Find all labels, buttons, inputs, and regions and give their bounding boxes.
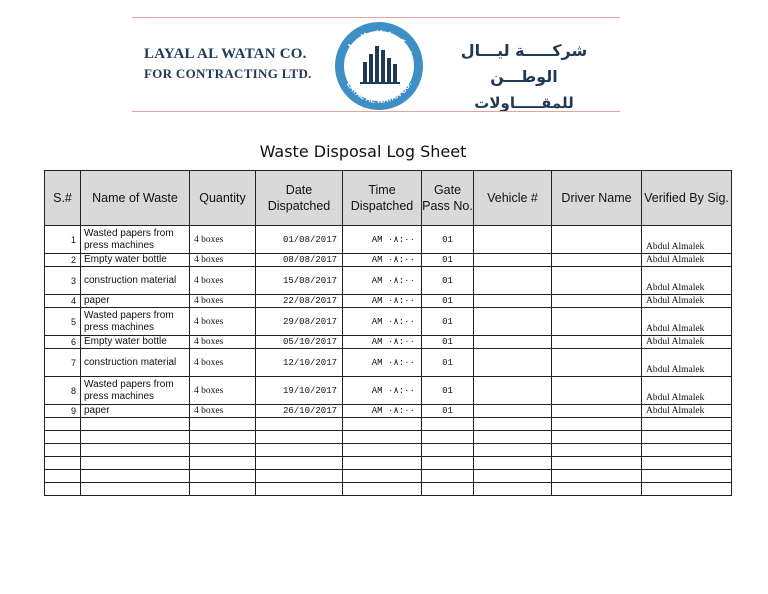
cell-name: Empty water bottle [81, 254, 190, 267]
table-row [45, 226, 732, 254]
cell-gate-pass: 01 [422, 336, 474, 349]
cell-date: 26/10/2017 [256, 405, 343, 418]
cell-name [81, 470, 190, 483]
company-name-en [144, 44, 312, 84]
cell-time [343, 444, 422, 457]
cell-time: AM ٠٨:٠٠ [343, 308, 422, 336]
cell-sn: 3 [45, 267, 81, 295]
cell-date: 29/08/2017 [256, 308, 343, 336]
cell-date [256, 483, 343, 496]
cell-verified-by [642, 431, 732, 444]
table-row-empty [45, 483, 732, 496]
cell-name [81, 431, 190, 444]
cell-time: AM ٠٨:٠٠ [343, 254, 422, 267]
cell-time [343, 483, 422, 496]
cell-vehicle [474, 483, 552, 496]
cell-time [343, 418, 422, 431]
cell-verified-by [642, 457, 732, 470]
cell-driver [552, 267, 642, 295]
company-name-en-line1: LAYAL AL WATAN CO. [144, 46, 307, 62]
cell-date [256, 418, 343, 431]
table-row [45, 308, 732, 336]
cell-date [256, 470, 343, 483]
cell-quantity [190, 470, 256, 483]
cell-quantity: 4 boxes [190, 349, 256, 377]
cell-vehicle [474, 336, 552, 349]
cell-name: construction material [81, 349, 190, 377]
cell-driver [552, 470, 642, 483]
cell-time [343, 470, 422, 483]
cell-name: paper [81, 405, 190, 418]
cell-date: 19/10/2017 [256, 377, 343, 405]
cell-verified-by [642, 418, 732, 431]
table-row-empty [45, 431, 732, 444]
cell-driver [552, 308, 642, 336]
header-name-of-waste: Name of Waste [81, 171, 190, 226]
cell-sn: 8 [45, 377, 81, 405]
cell-date [256, 457, 343, 470]
cell-verified-by: Abdul Almalek [642, 405, 732, 418]
cell-time [343, 457, 422, 470]
header-driver-name: Driver Name [552, 171, 642, 226]
cell-sn [45, 418, 81, 431]
company-name-ar-line2: للمقـــــاولات [474, 94, 574, 112]
cell-name: Empty water bottle [81, 336, 190, 349]
waste-log-table [44, 170, 732, 496]
cell-name: Wasted papers from press machines [81, 308, 190, 336]
cell-quantity: 4 boxes [190, 254, 256, 267]
cell-quantity: 4 boxes [190, 295, 256, 308]
cell-sn: 9 [45, 405, 81, 418]
cell-name [81, 483, 190, 496]
cell-time [343, 431, 422, 444]
cell-quantity: 4 boxes [190, 267, 256, 295]
cell-gate-pass: 01 [422, 295, 474, 308]
cell-gate-pass [422, 418, 474, 431]
cell-gate-pass: 01 [422, 405, 474, 418]
cell-verified-by [642, 444, 732, 457]
cell-verified-by: Abdul Almalek [642, 377, 732, 405]
cell-vehicle [474, 457, 552, 470]
cell-time: AM ٠٨:٠٠ [343, 295, 422, 308]
cell-vehicle [474, 470, 552, 483]
cell-verified-by: Abdul Almalek [642, 226, 732, 254]
cell-date: 22/08/2017 [256, 295, 343, 308]
cell-quantity: 4 boxes [190, 405, 256, 418]
cell-name: paper [81, 295, 190, 308]
header-vehicle: Vehicle # [474, 171, 552, 226]
cell-driver [552, 295, 642, 308]
header-gate-pass-no: Gate Pass No. [422, 171, 474, 226]
cell-gate-pass: 01 [422, 226, 474, 254]
cell-quantity [190, 483, 256, 496]
cell-driver [552, 405, 642, 418]
cell-driver [552, 431, 642, 444]
cell-sn: 4 [45, 295, 81, 308]
table-row [45, 377, 732, 405]
cell-driver [552, 457, 642, 470]
cell-verified-by: Abdul Almalek [642, 254, 732, 267]
cell-vehicle [474, 418, 552, 431]
cell-vehicle [474, 431, 552, 444]
cell-date: 05/10/2017 [256, 336, 343, 349]
cell-gate-pass: 01 [422, 254, 474, 267]
cell-name [81, 418, 190, 431]
cell-driver [552, 349, 642, 377]
cell-verified-by: Abdul Almalek [642, 349, 732, 377]
cell-quantity: 4 boxes [190, 226, 256, 254]
cell-gate-pass [422, 483, 474, 496]
table-row [45, 336, 732, 349]
cell-driver [552, 254, 642, 267]
cell-vehicle [474, 295, 552, 308]
cell-quantity [190, 418, 256, 431]
table-row-empty [45, 444, 732, 457]
cell-gate-pass [422, 431, 474, 444]
cell-quantity: 4 boxes [190, 308, 256, 336]
table-row [45, 254, 732, 267]
cell-vehicle [474, 349, 552, 377]
table-row [45, 349, 732, 377]
cell-quantity: 4 boxes [190, 336, 256, 349]
cell-sn: 7 [45, 349, 81, 377]
cell-sn [45, 470, 81, 483]
logo-english-text: LAYAL AL WATAN CO. [344, 80, 414, 106]
cell-verified-by: Abdul Almalek [642, 336, 732, 349]
header-sn: S.# [45, 171, 81, 226]
header-bottom-rule [132, 111, 620, 112]
cell-date: 15/08/2017 [256, 267, 343, 295]
table-header-row [45, 171, 732, 226]
header-quantity: Quantity [190, 171, 256, 226]
table-row [45, 405, 732, 418]
cell-quantity [190, 431, 256, 444]
cell-vehicle [474, 444, 552, 457]
cell-vehicle [474, 254, 552, 267]
cell-quantity [190, 444, 256, 457]
cell-verified-by [642, 483, 732, 496]
cell-driver [552, 377, 642, 405]
cell-driver [552, 336, 642, 349]
cell-gate-pass: 01 [422, 308, 474, 336]
cell-vehicle [474, 267, 552, 295]
cell-name: Wasted papers from press machines [81, 226, 190, 254]
cell-sn [45, 431, 81, 444]
cell-vehicle [474, 308, 552, 336]
cell-quantity: 4 boxes [190, 377, 256, 405]
cell-driver [552, 444, 642, 457]
page-title: Waste Disposal Log Sheet [259, 142, 467, 161]
cell-sn [45, 457, 81, 470]
table-row-empty [45, 470, 732, 483]
cell-date: 12/10/2017 [256, 349, 343, 377]
cell-driver [552, 226, 642, 254]
cell-name: Wasted papers from press machines [81, 377, 190, 405]
cell-gate-pass: 01 [422, 267, 474, 295]
cell-name [81, 457, 190, 470]
cell-sn: 2 [45, 254, 81, 267]
cell-vehicle [474, 405, 552, 418]
cell-vehicle [474, 377, 552, 405]
cell-time: AM ٠٨:٠٠ [343, 405, 422, 418]
cell-time: AM ٠٨:٠٠ [343, 377, 422, 405]
header-time-dispatched: Time Dispatched [343, 171, 422, 226]
cell-time: AM ٠٨:٠٠ [343, 226, 422, 254]
cell-gate-pass: 01 [422, 349, 474, 377]
table-row [45, 267, 732, 295]
cell-vehicle [474, 226, 552, 254]
cell-sn [45, 483, 81, 496]
cell-gate-pass: 01 [422, 377, 474, 405]
cell-date: 08/08/2017 [256, 254, 343, 267]
cell-gate-pass [422, 457, 474, 470]
table-row [45, 295, 732, 308]
cell-time: AM ٠٨:٠٠ [343, 267, 422, 295]
cell-verified-by [642, 470, 732, 483]
cell-verified-by: Abdul Almalek [642, 267, 732, 295]
company-name-ar-line1: شركـــــة ليـــال الوطـــن [460, 41, 588, 86]
cell-name [81, 444, 190, 457]
company-name-en-line2: FOR CONTRACTING LTD. [144, 66, 312, 81]
cell-date [256, 444, 343, 457]
cell-time: AM ٠٨:٠٠ [343, 336, 422, 349]
cell-verified-by: Abdul Almalek [642, 308, 732, 336]
cell-gate-pass [422, 444, 474, 457]
header-date-dispatched: Date Dispatched [256, 171, 343, 226]
cell-date [256, 431, 343, 444]
cell-sn: 5 [45, 308, 81, 336]
cell-quantity [190, 457, 256, 470]
logo-arabic-text: شركة ليال الوطن [341, 29, 417, 60]
cell-gate-pass [422, 470, 474, 483]
cell-verified-by: Abdul Almalek [642, 295, 732, 308]
cell-date: 01/08/2017 [256, 226, 343, 254]
cell-driver [552, 418, 642, 431]
cell-time: AM ٠٨:٠٠ [343, 349, 422, 377]
table-row-empty [45, 457, 732, 470]
header-top-rule [132, 17, 620, 18]
cell-sn: 6 [45, 336, 81, 349]
company-logo [332, 20, 426, 112]
header-verified-by: Verified By Sig. [642, 171, 732, 226]
cell-sn: 1 [45, 226, 81, 254]
table-row-empty [45, 418, 732, 431]
cell-name: construction material [81, 267, 190, 295]
cell-driver [552, 483, 642, 496]
cell-sn [45, 444, 81, 457]
company-name-ar [440, 38, 608, 116]
